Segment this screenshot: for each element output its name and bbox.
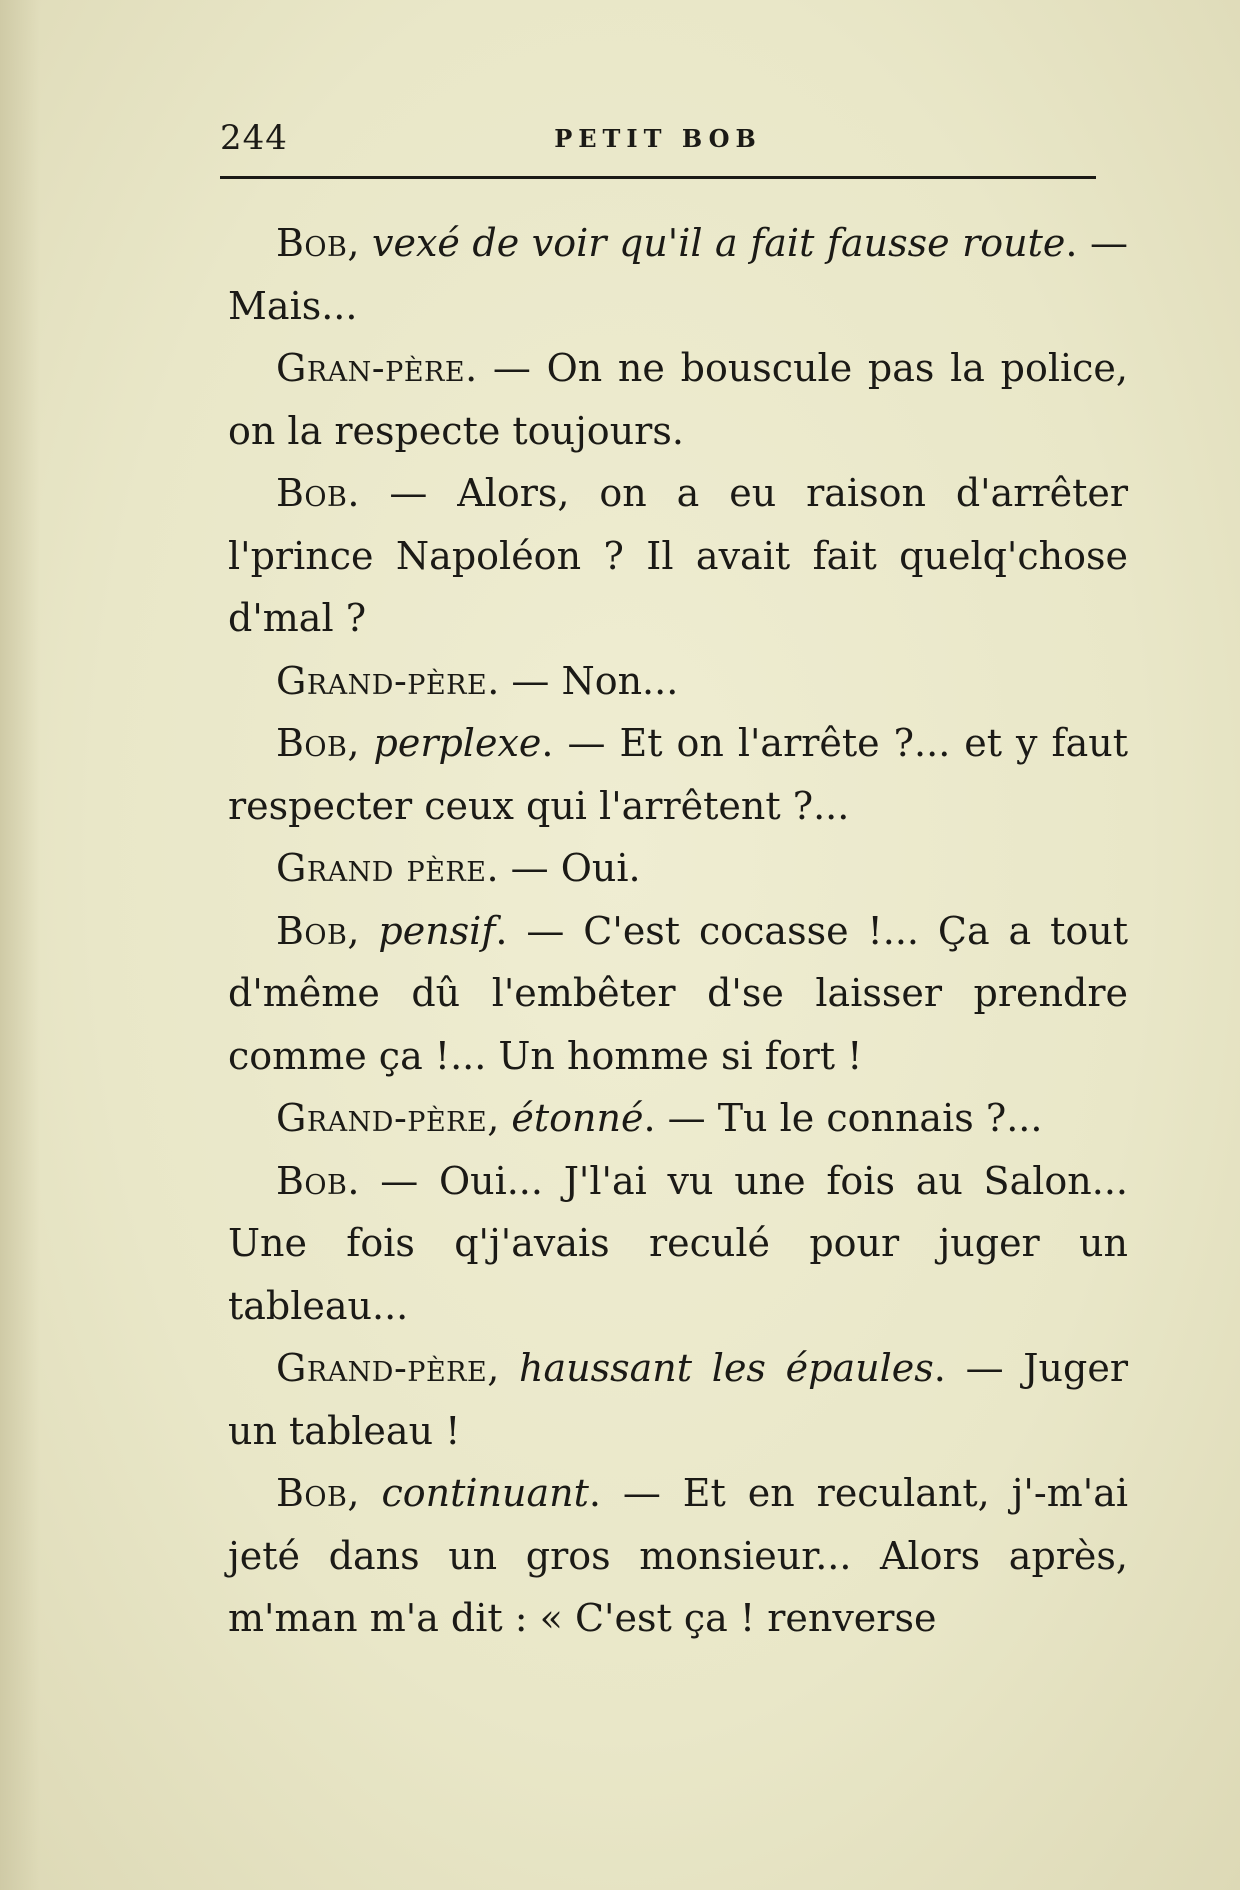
separator: , (347, 221, 373, 265)
stage-direction: perplexe (373, 721, 542, 765)
page-gutter-shadow (0, 0, 40, 1890)
dialogue-paragraph (228, 337, 1128, 462)
speech: . — C'est cocasse !... Ça a tout d'même dû l'embêter d'se laisser prendre comme ça !... Un homme si fort ! (228, 908, 1128, 1078)
speaker: Grand-père (276, 658, 488, 703)
speaker: Bob (276, 1158, 348, 1203)
dialogue-paragraph (228, 1337, 1128, 1462)
speaker: Bob (276, 221, 348, 265)
dialogue-paragraph (228, 650, 1128, 713)
dialogue-paragraph (228, 462, 1128, 650)
speech: . — Oui. (486, 846, 641, 890)
speech: . — Et on l'arrête ?... et y faut respecter ceux qui l'arrêtent ?... (228, 721, 1128, 828)
speech: . — Juger un tableau ! (228, 1346, 1128, 1453)
speaker: Grand-père (276, 1346, 488, 1390)
header-rule (220, 176, 1096, 179)
speaker: Bob (276, 471, 348, 515)
speaker: Gran-père (276, 346, 466, 390)
speech: . — Alors, on a eu raison d'arrêter l'prince Napoléon ? Il avait fait quelq'chose d'mal ? (228, 471, 1128, 640)
separator: , (487, 1096, 512, 1140)
separator: , (347, 721, 374, 765)
speaker: Grand père (276, 846, 487, 890)
speech: . — On ne bouscule pas la police, on la respecte toujours. (228, 346, 1128, 453)
dialogue-paragraph (228, 900, 1128, 1088)
stage-direction: étonné (511, 1096, 644, 1140)
dialogue-paragraph (228, 212, 1128, 337)
dialogue-paragraph (228, 1462, 1128, 1650)
speech: . — Tu le connais ?... (643, 1096, 1043, 1140)
page-number: 244 (220, 118, 288, 158)
stage-direction: haussant les épaules (519, 1346, 934, 1390)
separator: , (347, 908, 379, 953)
separator: , (347, 1471, 382, 1515)
page-header (220, 110, 1096, 160)
dialogue-text (228, 212, 1128, 1650)
speaker: Bob (276, 1471, 348, 1515)
speaker: Bob (276, 908, 348, 953)
speaker: Grand-père (276, 1096, 488, 1140)
stage-direction: continuant (381, 1471, 589, 1515)
dialogue-paragraph (228, 1087, 1128, 1150)
speech: . — Mais... (228, 221, 1128, 328)
speech: . — Non... (487, 658, 679, 703)
speech: . — Oui... J'l'ai vu une fois au Salon... Une fois q'j'avais reculé pour juger un tableau... (228, 1158, 1128, 1328)
dialogue-paragraph (228, 837, 1128, 900)
dialogue-paragraph (228, 1150, 1128, 1338)
stage-direction: vexé de voir qu'il a fait fausse route (372, 221, 1066, 265)
speaker: Bob (276, 721, 348, 765)
speech: . — Et en reculant, j'-m'ai jeté dans un gros monsieur... Alors après, m'man m'a dit : « C'est ça ! renverse (228, 1471, 1128, 1640)
separator: , (487, 1346, 520, 1390)
dialogue-paragraph (228, 712, 1128, 837)
stage-direction: pensif (378, 908, 496, 953)
running-title: PETIT BOB (554, 124, 762, 153)
